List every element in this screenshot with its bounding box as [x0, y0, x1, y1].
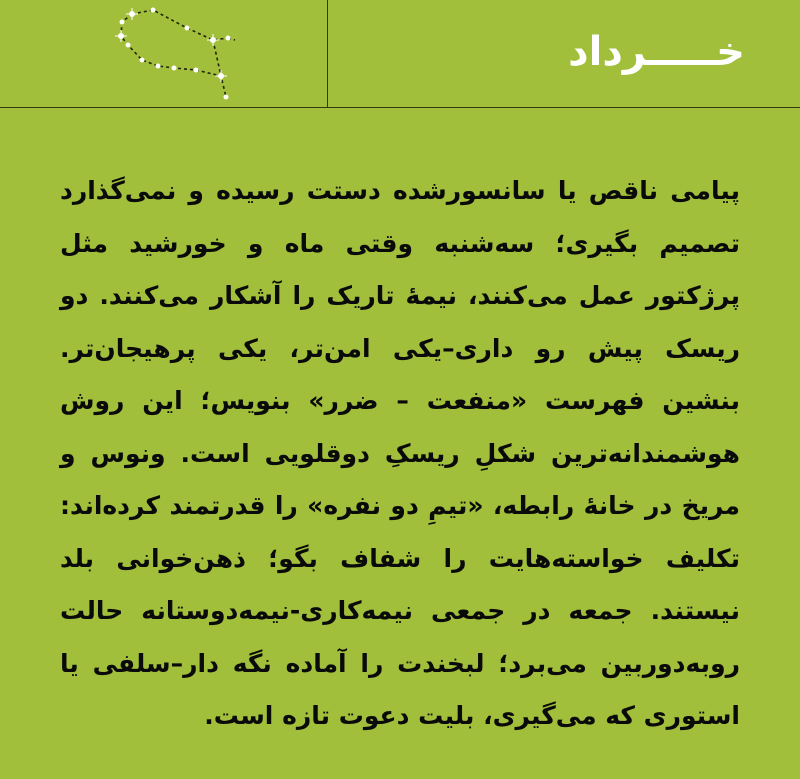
- gemini-constellation-icon: [95, 0, 255, 108]
- header: [0, 0, 800, 108]
- header-divider-vertical: [327, 0, 328, 108]
- month-title: خـــــرداد: [568, 29, 745, 75]
- horoscope-text: پیامی ناقص یا سانسورشده دستت رسیده و نمی‌گذارد تصمیم بگیری؛ سه‌شنبه وقتی ماه و خورشید مثل پرژکتور عمل می‌کنند، نیمهٔ تاریک را آشکار می‌کنند. دو ریسک پیش رو داری–یکی امن‌تر، یکی پرهیجان‌تر. بنشین فهرست «منفعت – ضرر» بنویس؛ این روش هوشمندانه‌ترین شکلِ ریسکِ دوقلویی است. ونوس و مریخ در خانهٔ رابطه، «تیمِ دو نفره» را قدرتمند کرده‌اند: تکلیف خواسته‌هایت را شفاف بگو؛ ذهن‌خوانی بلد نیستند. جمعه در جمعی نیمه‌کاری-نیمه‌دوستانه حالت روبه‌دوربین می‌برد؛ لبخندت را آماده نگه دار–سلفی یا استوری که می‌گیری، بلیت دعوت تازه است.: [60, 176, 740, 730]
